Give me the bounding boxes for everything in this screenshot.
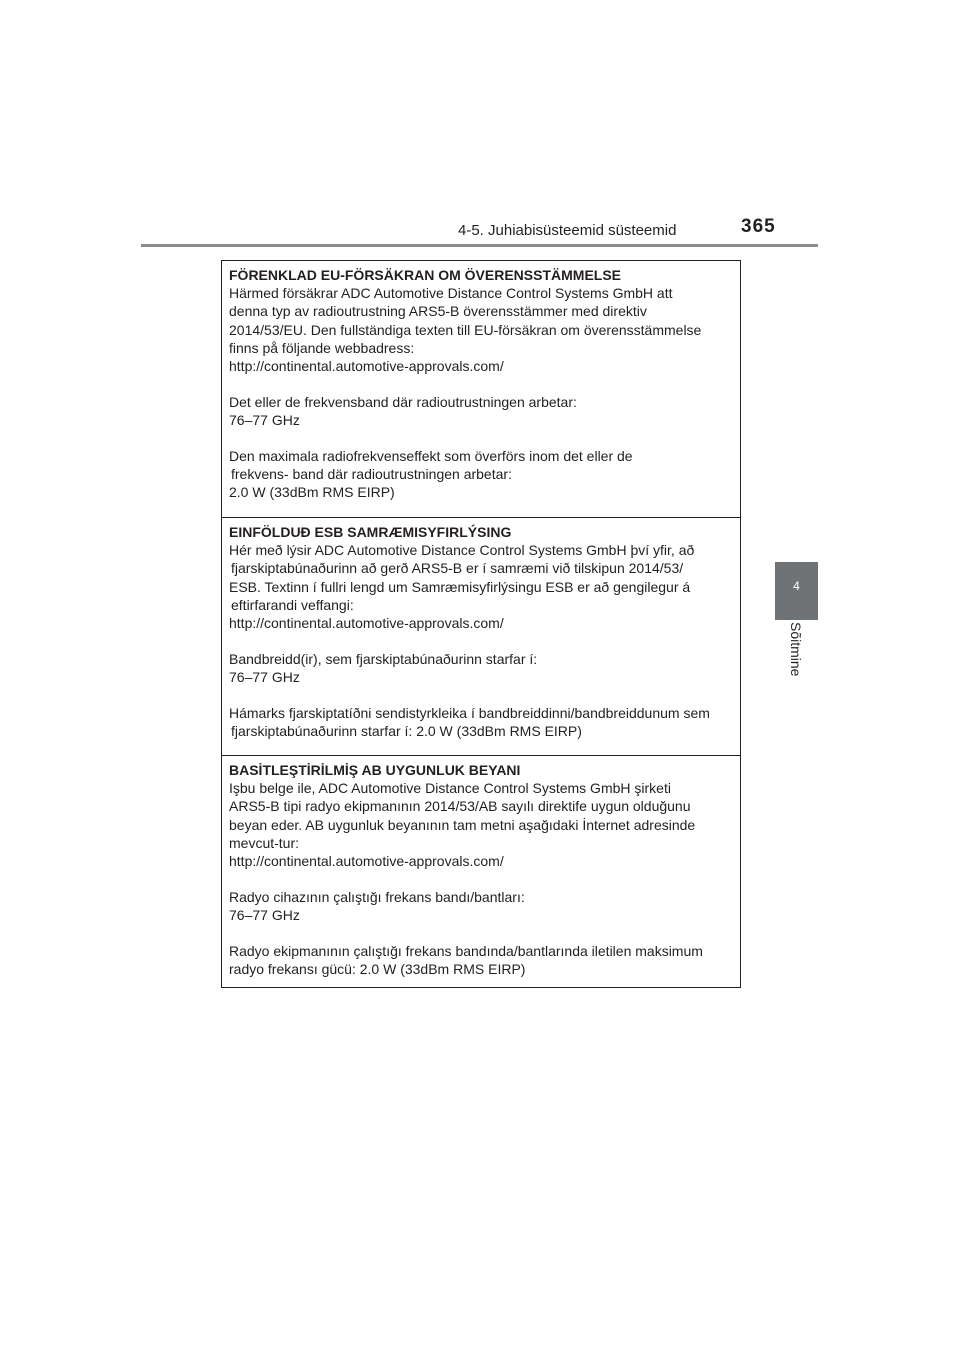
section-heading: FÖRENKLAD EU-FÖRSÄKRAN OM ÖVERENSSTÄMMELSE xyxy=(229,267,622,283)
body-line: 2014/53/EU. Den fullständiga texten till EU-försäkran om överensstämmelse xyxy=(229,321,702,338)
body-line: ESB. Textinn í fullri lengd um Samræmisyfirlýsingu ESB er að gengilegur á xyxy=(229,578,691,595)
body-line: Işbu belge ile, ADC Automotive Distance Control Systems GmbH şirketi xyxy=(229,780,671,797)
declaration-section-swedish xyxy=(222,261,740,518)
page-number: 365 xyxy=(741,216,776,237)
chapter-number: 4 xyxy=(793,579,800,593)
body-line: Hér með lýsir ADC Automotive Distance Control Systems GmbH því yfir, að xyxy=(229,542,695,559)
body-line: Radyo cihazının çalıştığı frekans bandı/bantları: xyxy=(229,888,525,905)
declaration-section-turkish xyxy=(222,756,740,987)
chapter-label: Sõitmine xyxy=(788,622,804,677)
header-divider xyxy=(141,244,818,247)
frequency-value: 76–77 GHz xyxy=(229,411,300,428)
url-text: http://continental.automotive-approvals.com/ xyxy=(229,852,504,869)
declaration-box xyxy=(221,260,741,988)
body-line: fjarskiptabúnaðurinn starfar í: 2.0 W (33dBm RMS EIRP) xyxy=(231,722,582,739)
url-text: http://continental.automotive-approvals.com/ xyxy=(229,614,504,631)
power-value: 2.0 W (33dBm RMS EIRP) xyxy=(229,483,395,500)
body-line: fjarskiptabúnaðurinn að gerð ARS5-B er í samræmi við tilskipun 2014/53/ xyxy=(231,560,684,577)
frequency-value: 76–77 GHz xyxy=(229,668,300,685)
section-heading: EINFÖLDUÐ ESB SAMRÆMISYFIRLÝSING xyxy=(229,524,512,540)
body-line: beyan eder. AB uygunluk beyanının tam metni aşağıdaki İnternet adresinde xyxy=(229,816,696,833)
body-line: Det eller de frekvensband där radioutrustningen arbetar: xyxy=(229,393,577,410)
body-line: mevcut-tur: xyxy=(229,834,300,851)
body-line: Den maximala radiofrekvenseffekt som överförs inom det eller de xyxy=(229,447,633,464)
body-line: Bandbreidd(ir), sem fjarskiptabúnaðurinn starfar í: xyxy=(229,650,538,667)
power-value: radyo frekansı gücü: 2.0 W (33dBm RMS EIRP) xyxy=(229,960,526,977)
body-line: ARS5-B tipi radyo ekipmanının 2014/53/AB sayılı direktife uygun olduğunu xyxy=(229,798,691,815)
body-line: frekvens- band där radioutrustningen arbetar: xyxy=(231,465,512,482)
section-title: 4-5. Juhiabisüsteemid süsteemid xyxy=(458,222,677,239)
body-line: denna typ av radioutrustning ARS5-B överensstämmer med direktiv xyxy=(229,303,647,320)
chapter-tab xyxy=(775,562,818,620)
declaration-section-icelandic xyxy=(222,518,740,756)
body-line: Hámarks fjarskiptatíðni sendistyrkleika í bandbreiddinni/bandbreiddunum sem xyxy=(229,704,710,721)
section-heading: BASİTLEŞTİRİLMİŞ AB UYGUNLUK BEYANI xyxy=(229,762,521,778)
url-text: http://continental.automotive-approvals.com/ xyxy=(229,357,504,374)
body-line: Radyo ekipmanının çalıştığı frekans bandında/bantlarında iletilen maksimum xyxy=(229,942,703,959)
body-line: eftirfarandi veffangi: xyxy=(231,596,354,613)
body-line: Härmed försäkrar ADC Automotive Distance Control Systems GmbH att xyxy=(229,285,673,302)
frequency-value: 76–77 GHz xyxy=(229,906,300,923)
body-line: finns på följande webbadress: xyxy=(229,339,415,356)
